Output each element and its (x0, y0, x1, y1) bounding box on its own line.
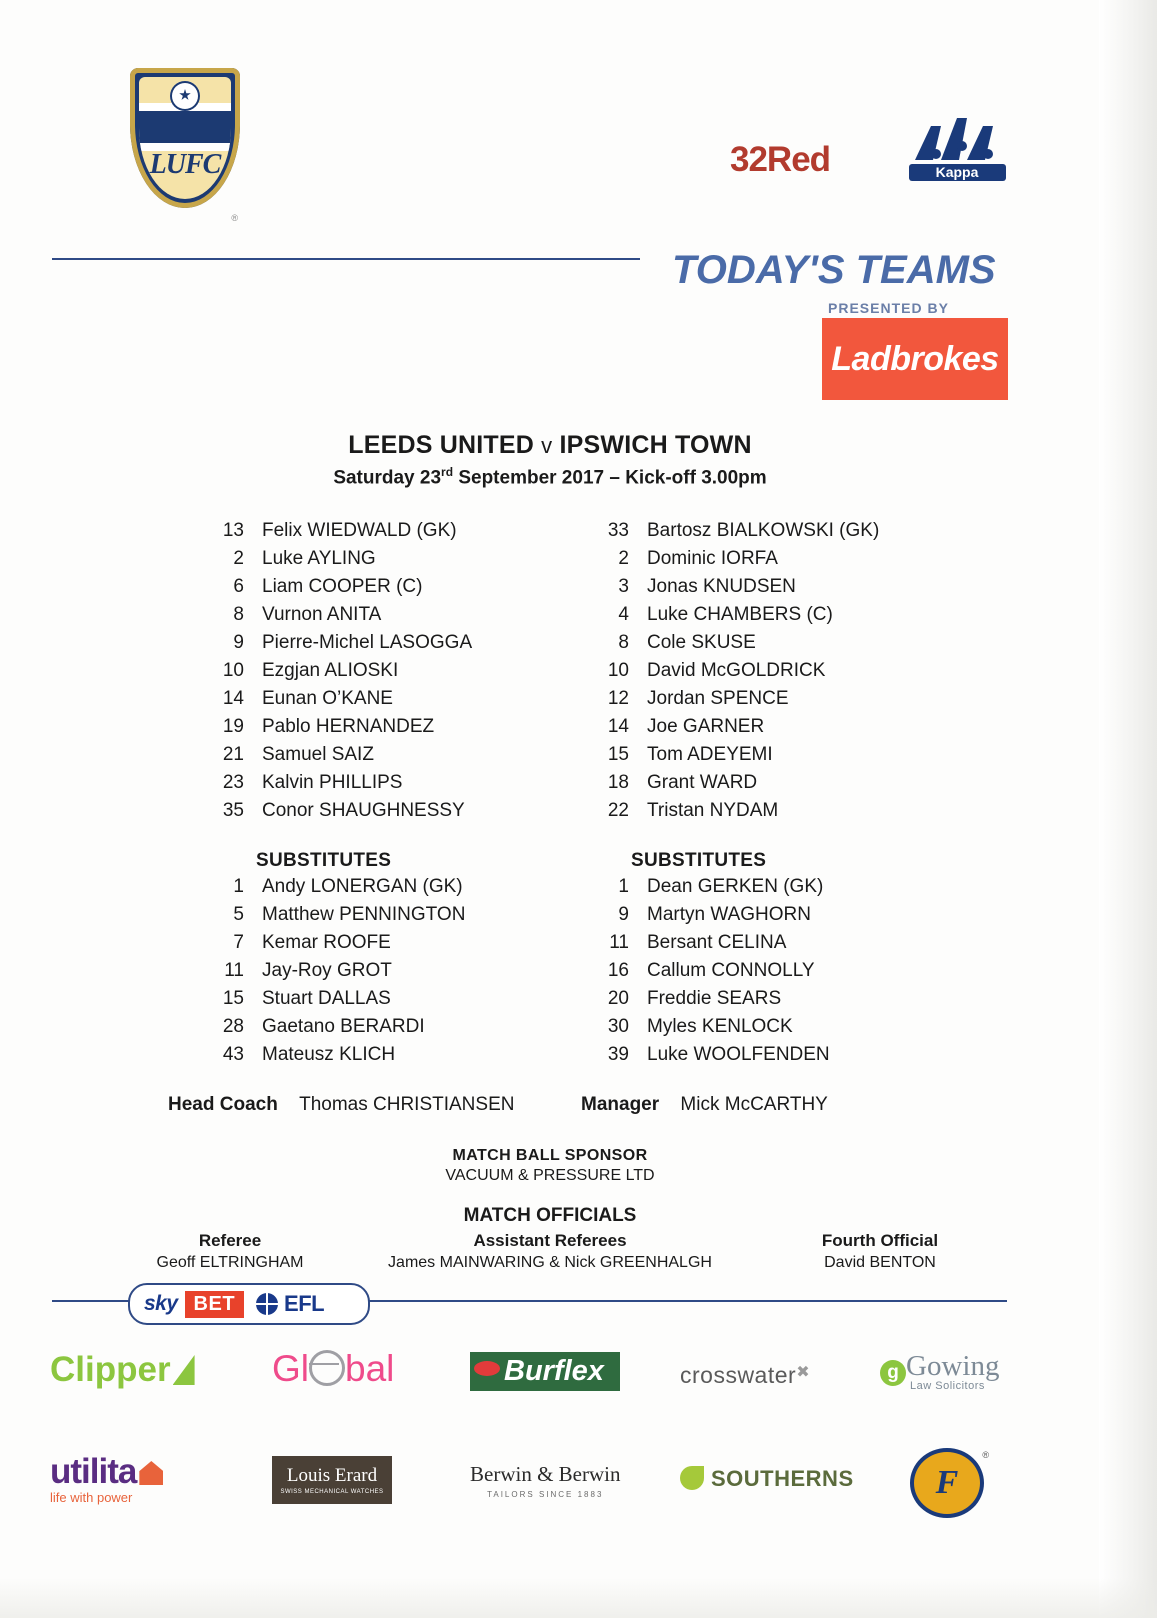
player-name: Stuart DALLAS (262, 988, 391, 1009)
list-item (585, 576, 1005, 604)
fourth-official-role: Fourth Official (821, 1231, 939, 1250)
player-name: Eunan O’KANE (262, 688, 393, 709)
burflex-lips-icon (474, 1361, 500, 1376)
crest-initials: LUFC (149, 149, 221, 180)
sky-label: sky (144, 1292, 178, 1315)
sponsor-utilita-sub: life with power (50, 1490, 133, 1505)
player-name: Pierre-Michel LASOGGA (262, 632, 473, 653)
sponsor-crosswater-label: crosswater (680, 1362, 797, 1388)
shirt-number: 7 (233, 932, 244, 953)
list-item (585, 960, 1005, 988)
referee-role: Referee (198, 1231, 262, 1250)
list-item (585, 988, 1005, 1016)
sponsor-fosters-logo (910, 1448, 989, 1518)
list-item (585, 904, 1005, 932)
louis-erard-box (272, 1456, 392, 1504)
shirt-number: 16 (607, 960, 629, 981)
ladbrokes-logo: Ladbrokes (822, 318, 1008, 400)
list-item (200, 688, 620, 716)
shirt-number: 11 (609, 932, 629, 953)
player-name: Pablo HERNANDEZ (262, 716, 435, 737)
assistant-referees-names: James MAINWARING & Nick GREENHALGH (388, 1254, 712, 1271)
shirt-number: 2 (618, 548, 629, 569)
scan-edge-bottom (0, 1578, 1157, 1618)
match-date-suffix: September 2017 – Kick-off 3.00pm (453, 467, 767, 489)
crest-shield (130, 68, 240, 208)
list-item (200, 772, 620, 800)
player-name: Bersant CELINA (647, 932, 787, 953)
shirt-number: 39 (607, 1044, 629, 1065)
match-ball-sponsor-heading: MATCH BALL SPONSOR (452, 1147, 648, 1164)
list-item (585, 800, 1005, 828)
list-item (200, 904, 620, 932)
match-date-prefix: Saturday 23 (333, 467, 442, 489)
player-name: Samuel SAIZ (262, 744, 374, 765)
shirt-number: 22 (607, 800, 629, 821)
shirt-number: 33 (607, 520, 629, 541)
shirt-number: 43 (222, 1044, 244, 1065)
away-coach-role: Manager (581, 1094, 660, 1115)
shirt-number: 14 (222, 688, 244, 709)
list-item (585, 1016, 1005, 1044)
home-coach-name: Thomas CHRISTIANSEN (299, 1094, 515, 1115)
assistant-referees-block (350, 1231, 750, 1272)
player-name: Jordan SPENCE (647, 688, 789, 709)
list-item (200, 604, 620, 632)
player-name: Grant WARD (647, 772, 758, 793)
shirt-number: 5 (233, 904, 244, 925)
player-name: Myles KENLOCK (647, 1016, 793, 1037)
shirt-number: 28 (222, 1016, 244, 1037)
shirt-number: 13 (222, 520, 244, 541)
sponsor-logos (0, 1340, 1060, 1570)
list-item (585, 876, 1005, 904)
fourth-official-block (740, 1231, 1020, 1272)
crest-registered-mark: ® (231, 213, 238, 223)
shirt-number: 18 (607, 772, 629, 793)
crest-band-blue (139, 111, 231, 143)
crest-inner (139, 77, 231, 199)
sponsor-crosswater-logo (680, 1362, 810, 1389)
home-team-column (200, 520, 620, 1072)
player-name: Mateusz KLICH (262, 1044, 396, 1065)
away-substitutes-heading: SUBSTITUTES (631, 850, 767, 871)
sponsor-burflex-logo (470, 1352, 620, 1391)
player-name: Jonas KNUDSEN (647, 576, 796, 597)
sponsor-utilita-label: utilita (50, 1452, 137, 1491)
shirt-number: 1 (233, 876, 244, 897)
referee-block (120, 1231, 340, 1272)
list-item (585, 604, 1005, 632)
list-item (200, 660, 620, 688)
sponsor-louis-erard-sub: SWISS MECHANICAL WATCHES (280, 1489, 384, 1495)
shirt-number: 35 (222, 800, 244, 821)
list-item (200, 744, 620, 772)
home-coach (168, 1094, 514, 1116)
sponsor-gowing-label: Gowing (906, 1350, 1000, 1382)
match-datetime (0, 465, 1100, 489)
shirt-number: 15 (222, 988, 244, 1009)
shirt-number: 11 (224, 960, 244, 981)
southerns-leaf-icon (680, 1466, 704, 1490)
shirt-number: 10 (222, 660, 244, 681)
shirt-number: 4 (618, 604, 629, 625)
match-officials-heading: MATCH OFFICIALS (463, 1205, 637, 1226)
versus-label: v (541, 433, 553, 458)
away-team-column (585, 520, 1005, 1072)
player-name: Jay-Roy GROT (262, 960, 392, 981)
player-name: Cole SKUSE (647, 632, 756, 653)
shirt-number: 15 (607, 744, 629, 765)
list-item (200, 548, 620, 576)
player-name: Dominic IORFA (647, 548, 778, 569)
player-name: Liam COOPER (C) (262, 576, 423, 597)
player-name: David McGOLDRICK (647, 660, 826, 681)
player-name: Gaetano BERARDI (262, 1016, 425, 1037)
player-name: Vurnon ANITA (262, 604, 382, 625)
shirt-number: 21 (222, 744, 244, 765)
list-item (585, 688, 1005, 716)
list-item (200, 520, 620, 548)
player-name: Dean GERKEN (GK) (647, 876, 824, 897)
sponsor-gowing-sub: Law Solicitors (910, 1380, 985, 1392)
shirt-number: 10 (607, 660, 629, 681)
home-substitutes-heading: SUBSTITUTES (256, 850, 392, 871)
efl-label: EFL (284, 1291, 325, 1316)
crest-ball-icon (170, 81, 200, 111)
shirt-number: 14 (607, 716, 629, 737)
sponsor-louis-erard-logo (272, 1456, 392, 1504)
shirt-number: 23 (222, 772, 244, 793)
list-item (200, 632, 620, 660)
shirt-number: 9 (618, 904, 629, 925)
shirt-number: 2 (233, 548, 244, 569)
player-name: Tom ADEYEMI (647, 744, 773, 765)
sponsor-louis-erard-label: Louis Erard (286, 1465, 378, 1486)
player-name: Callum CONNOLLY (647, 960, 815, 981)
list-item (200, 800, 620, 828)
player-name: Kemar ROOFE (262, 932, 391, 953)
shirt-number: 3 (618, 576, 629, 597)
todays-teams-heading: TODAY'S TEAMS (672, 248, 996, 292)
player-name: Martyn WAGHORN (647, 904, 811, 925)
kappa-logo-icon (905, 112, 1010, 187)
assistant-referees-role: Assistant Referees (473, 1231, 627, 1250)
home-team-name: LEEDS UNITED (348, 431, 534, 459)
referee-name: Geoff ELTRINGHAM (156, 1254, 304, 1271)
player-name: Ezgjan ALIOSKI (262, 660, 399, 681)
match-date-ordinal: rd (441, 465, 454, 479)
sponsor-southerns-label: SOUTHERNS (711, 1466, 854, 1491)
sponsor-gowing-logo (880, 1350, 999, 1392)
player-name: Tristan NYDAM (647, 800, 779, 821)
list-item (200, 932, 620, 960)
list-item (200, 576, 620, 604)
sponsor-berwin-label: Berwin & Berwin (470, 1462, 621, 1486)
match-ball-sponsor-name: VACUUM & PRESSURE LTD (445, 1167, 655, 1184)
player-name: Matthew PENNINGTON (262, 904, 466, 925)
match-fixture-title (0, 431, 1100, 460)
presented-by-label: PRESENTED BY (828, 300, 949, 316)
header-divider (52, 258, 640, 260)
sponsor-southerns-logo (680, 1466, 854, 1492)
sponsor-fosters-label: F (935, 1464, 959, 1501)
sponsor-utilita-logo (50, 1452, 163, 1505)
sponsor-berwin-sub: TAILORS SINCE 1883 (487, 1490, 604, 1499)
shirt-number: 20 (607, 988, 629, 1009)
clipper-sail-icon (173, 1355, 195, 1385)
shirt-number: 19 (222, 716, 244, 737)
fosters-registered-mark: ® (982, 1450, 989, 1460)
away-coach-name: Mick McCARTHY (680, 1094, 828, 1115)
list-item (585, 520, 1005, 548)
list-item (200, 716, 620, 744)
away-coach (581, 1094, 828, 1116)
list-item (585, 932, 1005, 960)
list-item (200, 1044, 620, 1072)
bet-label: BET (185, 1291, 245, 1318)
list-item (585, 744, 1005, 772)
gowing-g-icon: g (880, 1360, 906, 1386)
list-item (585, 772, 1005, 800)
player-name: Felix WIEDWALD (GK) (262, 520, 457, 541)
shirt-number: 30 (607, 1016, 629, 1037)
player-name: Luke WOOLFENDEN (647, 1044, 830, 1065)
list-item (585, 548, 1005, 576)
utilita-house-icon (139, 1461, 163, 1485)
list-item (200, 988, 620, 1016)
list-item (585, 716, 1005, 744)
list-item (585, 632, 1005, 660)
list-item (585, 660, 1005, 688)
player-name: Freddie SEARS (647, 988, 782, 1009)
sponsor-clipper-label: Clipper (50, 1350, 171, 1389)
fourth-official-name: David BENTON (824, 1254, 936, 1271)
player-name: Andy LONERGAN (GK) (262, 876, 463, 897)
sky-bet-efl-logo (128, 1283, 370, 1325)
leeds-united-crest-icon (130, 68, 240, 223)
shirt-number: 9 (233, 632, 244, 653)
burflex-box (470, 1352, 620, 1391)
shirt-number: 12 (607, 688, 629, 709)
player-name: Bartosz BIALKOWSKI (GK) (647, 520, 880, 541)
sponsor-burflex-label: Burflex (504, 1355, 604, 1387)
shirt-number: 8 (233, 604, 244, 625)
sponsor-berwin-logo (470, 1462, 620, 1499)
player-name: Joe GARNER (647, 716, 765, 737)
sponsor-32red-logo: 32Red (730, 140, 831, 179)
shirt-number: 6 (233, 576, 244, 597)
scan-edge-right (1099, 0, 1157, 1618)
match-officials (0, 1231, 1100, 1291)
crosswater-x-icon: ✖ (796, 1364, 811, 1381)
player-name: Conor SHAUGHNESSY (262, 800, 465, 821)
sponsor-global-logo: Gl bal (272, 1348, 395, 1389)
shirt-number: 8 (618, 632, 629, 653)
list-item (200, 960, 620, 988)
player-name: Kalvin PHILLIPS (262, 772, 403, 793)
home-coach-role: Head Coach (168, 1094, 278, 1115)
fosters-badge (910, 1448, 989, 1518)
list-item (200, 876, 620, 904)
svg-text:Kappa: Kappa (935, 164, 979, 180)
away-team-name: IPSWICH TOWN (559, 431, 752, 459)
shirt-number: 1 (618, 876, 629, 897)
player-name: Luke CHAMBERS (C) (647, 604, 833, 625)
player-name: Luke AYLING (262, 548, 376, 569)
global-globe-icon (309, 1350, 345, 1386)
efl-globe-icon (256, 1293, 278, 1315)
list-item (585, 1044, 1005, 1072)
sponsor-clipper-logo (50, 1350, 195, 1390)
list-item (200, 1016, 620, 1044)
